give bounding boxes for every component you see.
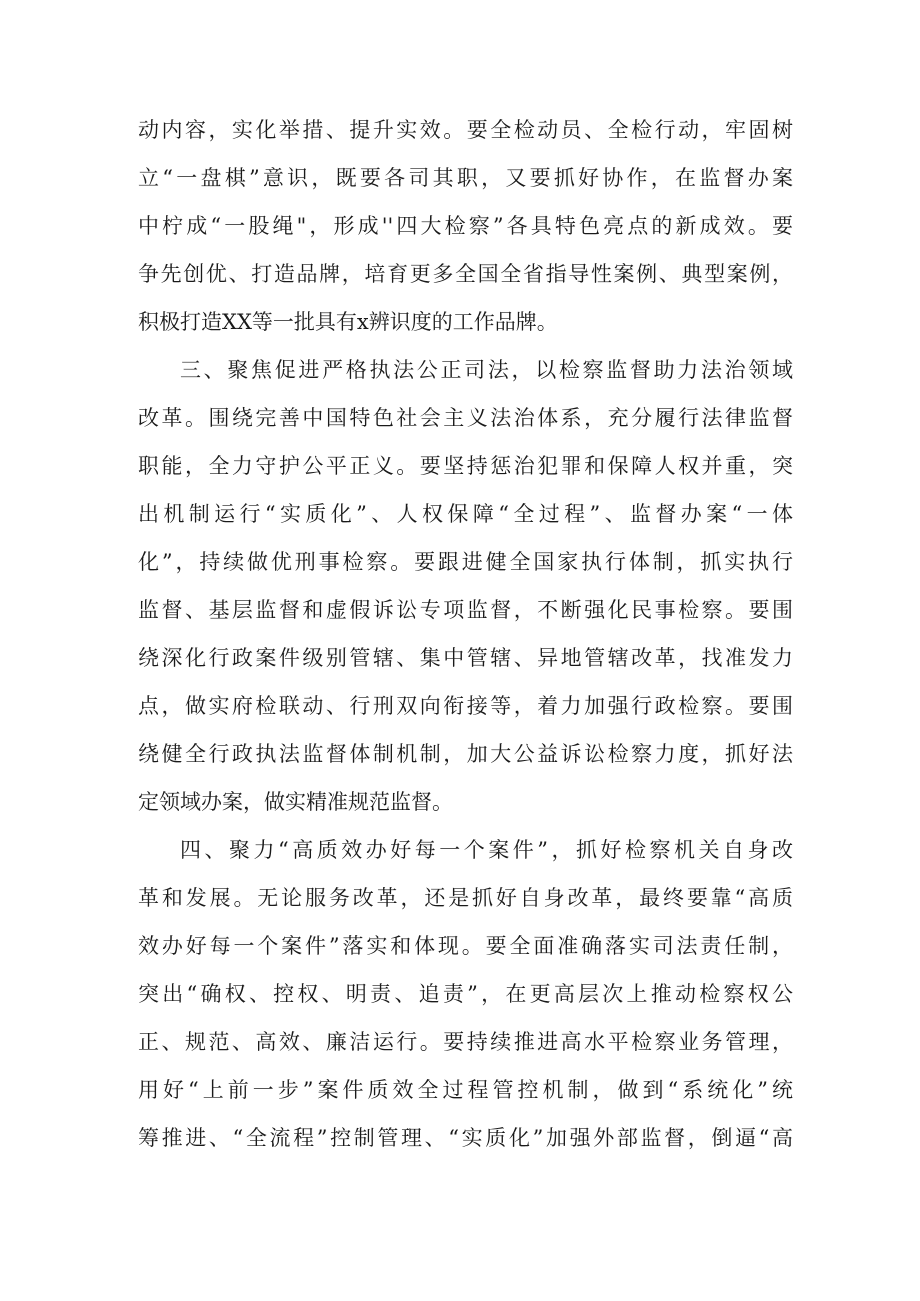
text-line: 效办好每一个案件”落实和体现。要全面准确落实司法责任制， bbox=[138, 934, 793, 958]
text-line: 争先创优、打造品牌，培育更多全国全省指导性案例、典型案例， bbox=[138, 262, 793, 286]
text-line: 监督、基层监督和虚假诉讼专项监督，不断强化民事检察。要围 bbox=[138, 598, 793, 622]
text-line: 绕深化行政案件级别管辖、集中管辖、异地管辖改革，找准发力 bbox=[138, 646, 793, 670]
section-heading-line: 四、聚力“高质效办好每一个案件”，抓好检察机关自身改 bbox=[180, 838, 793, 862]
text-line: 积极打造XX等一批具有x辨识度的工作品牌。 bbox=[138, 310, 558, 334]
text-line: 正、规范、高效、廉洁运行。要持续推进高水平检察业务管理， bbox=[138, 1030, 793, 1054]
text-line: 改革。围绕完善中国特色社会主义法治体系，充分履行法律监督 bbox=[138, 406, 793, 430]
text-line: 动内容，实化举措、提升实效。要全检动员、全检行动，牢固树 bbox=[138, 118, 793, 142]
text-line: 筹推进、“全流程”控制管理、“实质化”加强外部监督，倒逼“高 bbox=[138, 1126, 793, 1150]
text-line: 绕健全行政执法监督体制机制，加大公益诉讼检察力度，抓好法 bbox=[138, 742, 793, 766]
text-line: 立“一盘棋”意识，既要各司其职，又要抓好协作，在监督办案 bbox=[138, 166, 793, 190]
text-line: 用好“上前一步”案件质效全过程管控机制，做到“系统化”统 bbox=[138, 1078, 793, 1102]
text-line: 突出“确权、控权、明责、追责”，在更高层次上推动检察权公 bbox=[138, 982, 793, 1006]
text-line: 革和发展。无论服务改革，还是抓好自身改革，最终要靠“高质 bbox=[138, 886, 793, 910]
text-line: 化”，持续做优刑事检察。要跟进健全国家执行体制，抓实执行 bbox=[138, 550, 793, 574]
text-line: 定领域办案，做实精准规范监督。 bbox=[138, 790, 453, 814]
text-line: 职能，全力守护公平正义。要坚持惩治犯罪和保障人权并重，突 bbox=[138, 454, 793, 478]
section-heading-line: 三、聚焦促进严格执法公正司法，以检察监督助力法治领域 bbox=[180, 358, 793, 382]
text-line: 出机制运行“实质化”、人权保障“全过程”、监督办案“一体 bbox=[138, 502, 793, 526]
text-line: 点，做实府检联动、行刑双向衔接等，着力加强行政检察。要围 bbox=[138, 694, 793, 718]
text-line: 中柠成“一股绳"，形成''四大检察”各具特色亮点的新成效。要 bbox=[138, 214, 793, 238]
